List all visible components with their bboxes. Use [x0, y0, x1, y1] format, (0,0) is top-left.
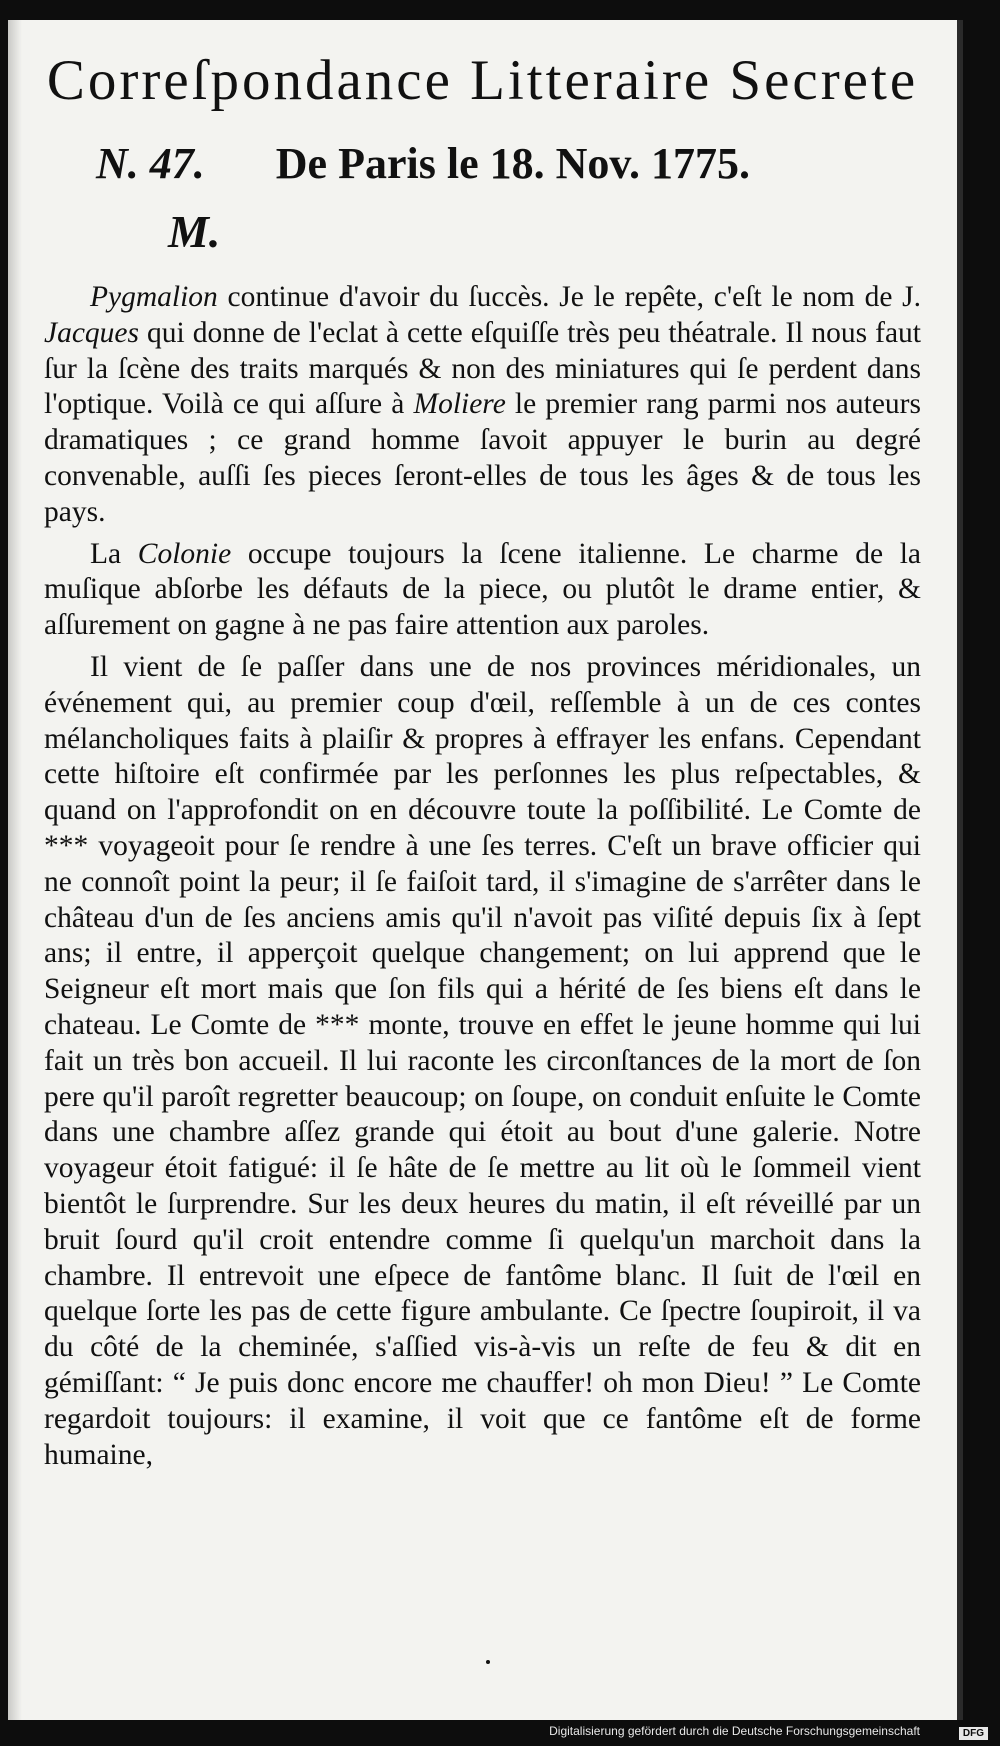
paragraph-text: occupe toujours la ſcene italienne. Le charme de la muſique abſorbe les défauts de la piece, ou plutôt le drame entier, & aſſurement on gagne à ne pas faire attention aux paroles.	[44, 537, 921, 642]
document-page	[8, 20, 963, 1720]
paragraph-pygmalion	[44, 280, 921, 531]
paragraph-text: continue d'avoir du ſuccès. Je le repête, c'eſt le nom de J.	[217, 281, 921, 313]
page-edge-shadow	[8, 20, 22, 1720]
italic-title: Pygmalion	[90, 281, 218, 313]
issue-number: N. 47.	[96, 139, 205, 188]
italic-title: Colonie	[137, 537, 232, 570]
paragraph-colonie	[44, 537, 921, 644]
paragraph-text: le premier rang parmi nos auteurs dramatiques ; ce grand homme ſavoit appuyer le burin au degré convenable, auſſi ſes pieces ſeront-elles de tous les âges & de tous les pays.	[44, 388, 921, 528]
body-text	[44, 280, 921, 1473]
dateline: De Paris le 18. Nov. 1775.	[275, 139, 750, 188]
paragraph-text: La	[90, 537, 138, 570]
issue-line	[96, 138, 917, 189]
paragraph-ghost-story: Il vient de ſe paſſer dans une de nos provinces méridionales, un événement qui, au premier coup d'œil, reſſemble à un de ces contes mélancholiques faits à plaiſir & propres à effrayer les enfans. Cependant cette hiſtoire eſt confirmée par les perſonnes les plus reſpectables, & quand on l'approfondit on en découvre toute la poſſibilité. Le Comte de *** voyageoit pour ſe rendre à une ſes terres. C'eſt un brave officier qui ne connoît point la peur; il ſe faiſoit tard, il s'imagine de s'arrêter dans le château d'un de ſes anciens amis qu'il n'avoit pas viſité depuis ſix à ſept ans; il entre, il apperçoit quelque changement; on lui apprend que le Seigneur eſt mort mais que ſon fils qui a hérité de ſes biens eſt dans le chateau. Le Comte de *** monte, trouve en effet le jeune homme qui lui fait un très bon accueil. Il lui raconte les circonſtances de la mort de ſon pere qu'il paroît regretter beaucoup; on ſoupe, on conduit enſuite le Comte dans une chambre aſſez grande qui étoit au bout d'une galerie. Notre voyageur étoit fatigué: il ſe hâte de ſe mettre au lit où le ſommeil vient bientôt le ſurprendre. Sur les deux heures du matin, il eſt réveillé par un bruit ſourd qu'il croit entendre comme ſi quelqu'un marchoit dans la chambre. Il entrevoit une eſpece de fantôme blanc. Il ſuit de l'œil en quelque ſorte les pas de cette figure ambulante. Ce ſpectre ſoupiroit, il va du côté de la cheminée, s'aſſied vis-à-vis un reſte de feu & dit en gémiſſant: “ Je puis donc encore me chauffer! oh mon Dieu! ” Le Comte regardoit toujours: il examine, il voit que ce fantôme eſt de forme humaine,	[44, 650, 921, 1471]
dfg-logo: DFG	[959, 1727, 988, 1740]
italic-name: Moliere	[413, 388, 506, 421]
paragraph-text: qui donne de l'eclat à cette eſquiſſe très peu théatrale. Il nous faut ſur la ſcène des traits marqués & non des miniatures qui ſe perdent dans l'optique. Voilà ce qui aſſure à	[44, 316, 921, 421]
digitization-credit: Digitalisierung gefördert durch die Deutsche Forschungsgemeinschaft	[549, 1724, 920, 1738]
salutation: M.	[168, 206, 221, 257]
ink-dot	[486, 1660, 490, 1664]
italic-name: Jacques	[44, 316, 140, 349]
document-title: Correſpondance Litteraire Secrete	[46, 49, 919, 112]
